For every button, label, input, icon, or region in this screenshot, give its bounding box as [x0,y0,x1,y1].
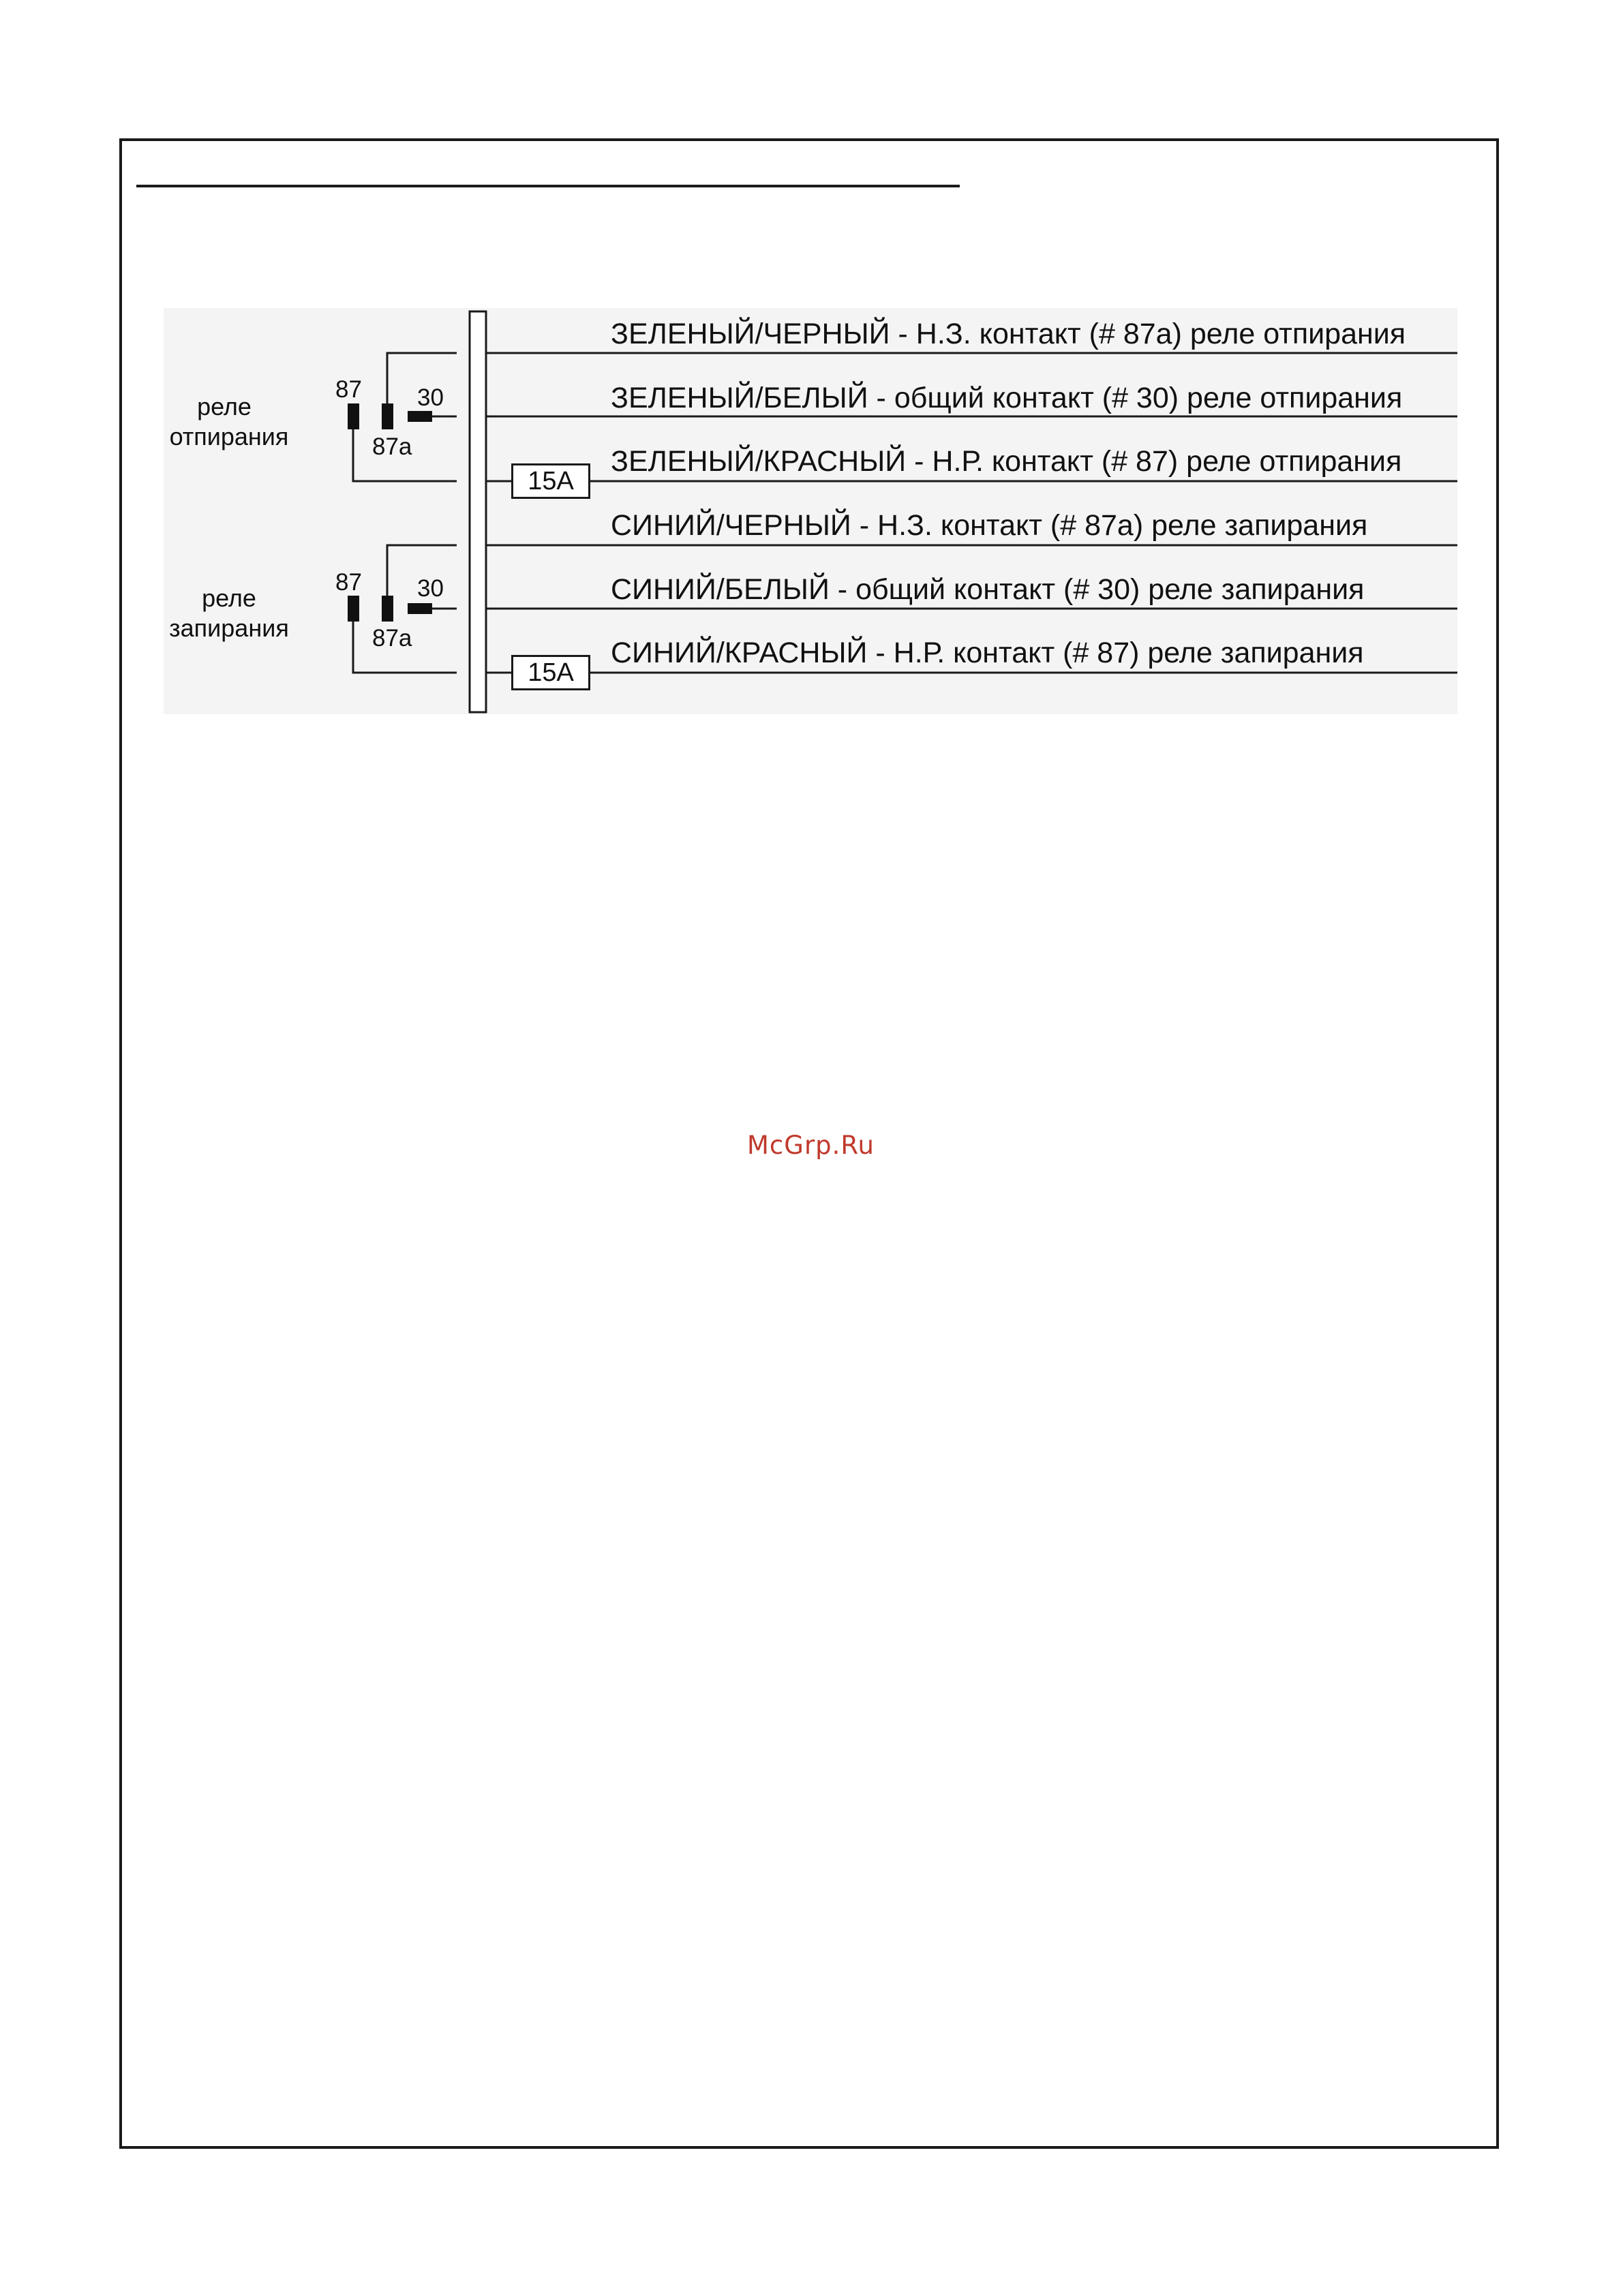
wire-label-green-red: ЗЕЛЕНЫЙ/КРАСНЫЙ - Н.Р. контакт (# 87) реле отпирания [611,445,1402,478]
relay-lock-pin-87a-label: 87a [372,625,412,652]
relay-lock-pin-87a [382,596,393,622]
relay-unlock-pin-30-label: 30 [417,384,444,411]
watermark: McGrp.Ru [747,1131,875,1160]
relay-lock-pin-87-label: 87 [335,569,362,596]
relay-unlock-pin-87 [348,403,359,429]
relay-lock-pin-30-label: 30 [417,575,444,602]
fuse-unlock: 15A [511,463,590,499]
relay-unlock-label-line1: реле [197,393,252,420]
wire-label-blue-white: СИНИЙ/БЕЛЫЙ - общий контакт (# 30) реле запирания [611,573,1365,606]
connector-bar [470,311,486,712]
relay-unlock-pin-87a-label: 87a [372,433,412,460]
relay-lock-label-line2: запирания [169,614,289,642]
relay-unlock-pin-30 [408,411,432,422]
wire-label-green-black: ЗЕЛЕНЫЙ/ЧЕРНЫЙ - Н.З. контакт (# 87a) реле отпирания [611,318,1406,350]
wire-label-blue-black: СИНИЙ/ЧЕРНЫЙ - Н.З. контакт (# 87a) реле запирания [611,509,1368,542]
relay-unlock-label-line2: отпирания [169,423,289,450]
wire-label-green-white: ЗЕЛЕНЫЙ/БЕЛЫЙ - общий контакт (# 30) реле отпирания [611,382,1403,414]
fuse-lock: 15A [511,655,590,690]
relay-lock-label-line1: реле [202,584,256,612]
relay-lock-pin-30 [408,603,432,614]
relay-unlock-pin-87-label: 87 [335,376,362,403]
relay-unlock-pin-87a [382,403,393,429]
wire-label-blue-red: СИНИЙ/КРАСНЫЙ - Н.Р. контакт (# 87) реле запирания [611,637,1364,669]
relay-lock-pin-87 [348,596,359,622]
